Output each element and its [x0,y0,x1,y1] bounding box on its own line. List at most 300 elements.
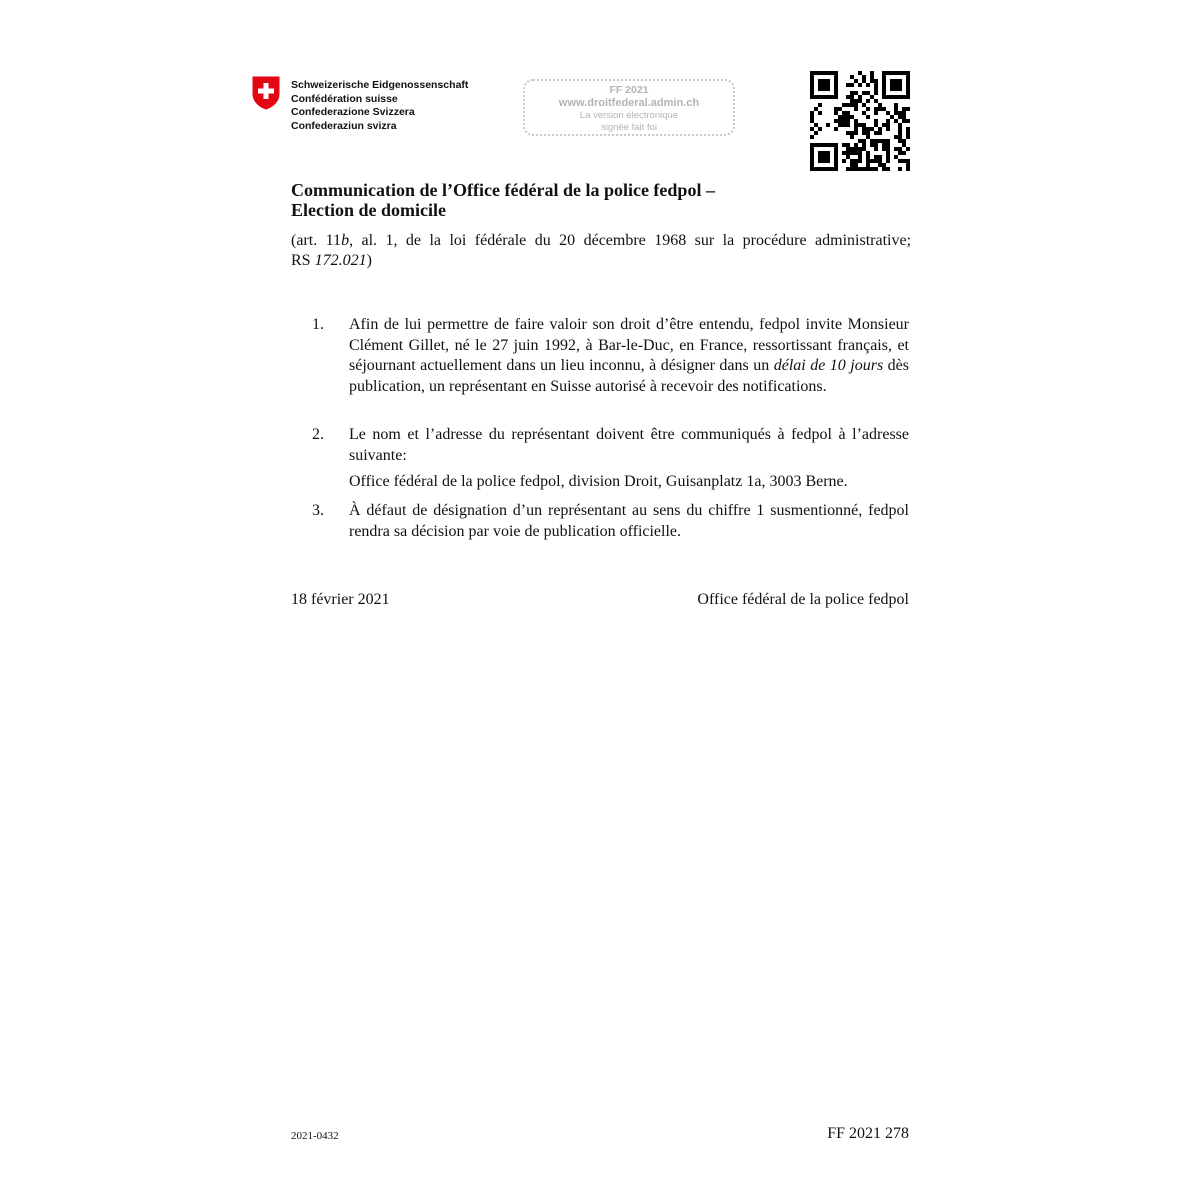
qr-module [898,139,902,143]
item-1-text-start: Afin de lui permettre de faire valoir son droit d’être entendu, fedpol invite Monsieur Clément Gillet, né le 27 juin 1992, à Bar-le-Duc, en France, ressortissant français, et séjournant actuellement dans un lieu inconnu, à désigner dans un [349,316,909,374]
confederation-name-de: Schweizerische Eidgenossenschaft [291,79,469,91]
qr-module [814,167,818,171]
qr-module [858,99,862,103]
qr-module [894,107,898,111]
qr-module [882,75,886,79]
qr-module [902,115,906,119]
qr-module [818,111,822,115]
qr-module [874,167,878,171]
qr-module [894,103,898,107]
qr-module [838,123,842,127]
qr-module [862,167,866,171]
qr-module [826,83,830,87]
qr-module [834,75,838,79]
qr-module [854,151,858,155]
qr-module [902,111,906,115]
qr-module [882,163,886,167]
stamp-website: www.droitfederal.admin.ch [558,97,700,109]
qr-module [906,163,910,167]
qr-module [818,159,822,163]
qr-module [854,99,858,103]
qr-module [882,139,886,143]
qr-module [846,151,850,155]
qr-module [858,139,862,143]
qr-module [834,95,838,99]
qr-module [866,151,870,155]
qr-module [882,95,886,99]
qr-module [858,159,862,163]
qr-module [842,151,846,155]
qr-module [858,147,862,151]
qr-module [858,155,862,159]
qr-module [862,79,866,83]
qr-module [810,79,814,83]
qr-module [822,87,826,91]
qr-module [874,79,878,83]
qr-module [810,115,814,119]
qr-module [854,119,858,123]
qr-module [846,103,850,107]
qr-module [834,83,838,87]
qr-module [870,71,874,75]
qr-module [906,79,910,83]
qr-module [866,167,870,171]
qr-module [858,151,862,155]
qr-module [818,71,822,75]
qr-module [906,75,910,79]
qr-module [854,163,858,167]
qr-module [886,119,890,123]
qr-module [866,91,870,95]
qr-module [814,71,818,75]
qr-module [898,87,902,91]
qr-module [810,167,814,171]
qr-module [902,107,906,111]
qr-module [898,147,902,151]
qr-module [874,139,878,143]
qr-module [866,99,870,103]
qr-module [818,155,822,159]
qr-module [842,103,846,107]
qr-module [834,111,838,115]
qr-module [882,107,886,111]
qr-module [810,151,814,155]
qr-module [818,127,822,131]
qr-module [834,127,838,131]
qr-module [854,131,858,135]
qr-module [818,103,822,107]
qr-module [850,75,854,79]
qr-module [810,111,814,115]
qr-module [834,79,838,83]
item-text-2: Le nom et l’adresse du représentant doivent être communiqués à fedpol à l’adresse suivante: [349,426,909,464]
qr-module [906,87,910,91]
qr-module [862,123,866,127]
qr-module [898,71,902,75]
qr-module [814,123,818,127]
qr-module [850,95,854,99]
qr-module [878,103,882,107]
page-title [291,180,911,220]
qr-module [834,87,838,91]
qr-module [834,147,838,151]
qr-module [826,167,830,171]
publication-date: 18 février 2021 [291,591,390,608]
qr-module [846,167,850,171]
qr-module [902,95,906,99]
qr-module [886,155,890,159]
item-1-text-end: dès publication, un représentant en Suisse autorisé à recevoir des notifications. [349,357,909,395]
title-line-1: Communication de l’Office fédéral de la police fedpol – [291,180,715,200]
swiss-cross-shield-icon [252,76,280,110]
signatory-office: Office fédéral de la police fedpol [697,591,909,608]
qr-module [822,95,826,99]
qr-module [838,119,842,123]
qr-module [898,127,902,131]
item-text-1 [349,315,909,397]
qr-module [810,155,814,159]
qr-module [854,91,858,95]
qr-module [834,167,838,171]
qr-module [878,139,882,143]
title-line-2: Election de domicile [291,200,446,220]
qr-module [858,71,862,75]
item-number-2: 2. [312,426,324,443]
qr-code-icon [810,71,910,171]
qr-module [874,87,878,91]
qr-module [898,83,902,87]
qr-module [854,123,858,127]
qr-module [814,107,818,111]
stamp-note-1: La version électronique [579,110,679,121]
qr-module [818,95,822,99]
qr-module [898,131,902,135]
qr-module [826,143,830,147]
confederation-name-rm: Confederaziun svizra [291,119,397,132]
qr-module [818,167,822,171]
qr-module [870,127,874,131]
qr-module [866,159,870,163]
qr-module [826,159,830,163]
qr-module [810,135,814,139]
qr-module [854,107,858,111]
qr-module [822,167,826,171]
qr-module [862,147,866,151]
qr-module [850,147,854,151]
qr-module [898,151,902,155]
confederation-names [291,79,468,133]
qr-module [906,71,910,75]
qr-module [894,79,898,83]
qr-module [822,159,826,163]
qr-module [906,127,910,131]
legal-basis-text: , al. 1, de la loi fédérale du 20 décembre 1968 sur la procédure administrative; [349,232,912,249]
qr-module [814,131,818,135]
qr-module [882,147,886,151]
qr-module [874,131,878,135]
qr-module [862,143,866,147]
qr-module [890,79,894,83]
qr-module [874,111,878,115]
qr-module [862,91,866,95]
qr-module [810,83,814,87]
qr-module [898,111,902,115]
qr-module [846,155,850,159]
qr-module [894,135,898,139]
item-1-deadline-emphasis: délai de 10 jours [773,357,884,374]
qr-module [874,147,878,151]
qr-module [834,143,838,147]
qr-module [890,83,894,87]
qr-module [826,123,830,127]
qr-module [826,95,830,99]
qr-module [846,123,850,127]
qr-module [878,107,882,111]
stamp-note-2: signée fait foi [601,121,657,133]
qr-module [882,143,886,147]
qr-module [886,167,890,171]
qr-module [858,167,862,171]
qr-module [882,71,886,75]
item-number-3: 3. [312,502,324,519]
qr-module [818,79,822,83]
qr-module [906,83,910,87]
qr-module [894,119,898,123]
qr-module [822,151,826,155]
qr-module [826,87,830,91]
qr-module [814,143,818,147]
qr-module [894,111,898,115]
qr-module [902,71,906,75]
qr-module [870,95,874,99]
confederation-name-it: Confederazione Svizzera [291,106,415,118]
qr-module [850,159,854,163]
qr-module [886,111,890,115]
qr-module [842,143,846,147]
qr-module [886,127,890,131]
qr-module [886,139,890,143]
qr-module [850,103,854,107]
qr-module [846,83,850,87]
qr-module [894,87,898,91]
legal-basis-article-letter: b [341,232,350,249]
qr-module [866,155,870,159]
qr-module [890,71,894,75]
qr-module [906,135,910,139]
qr-module [866,163,870,167]
qr-module [838,107,842,111]
qr-module [886,143,890,147]
qr-module [906,95,910,99]
qr-module [898,115,902,119]
qr-module [818,143,822,147]
qr-module [898,123,902,127]
qr-module [810,127,814,131]
qr-module [874,155,878,159]
qr-module [810,91,814,95]
stamp-ff-year: FF 2021 [609,84,649,96]
qr-module [826,79,830,83]
qr-module [838,115,842,119]
qr-module [874,143,878,147]
item-text-3: À défaut de désignation d’un représentant au sens du chiffre 1 susmentionné, fedpol rendra sa décision par voie de publication officielle. [349,502,909,540]
qr-module [898,159,902,163]
qr-module [830,143,834,147]
qr-module [874,159,878,163]
qr-module [834,159,838,163]
qr-module [854,147,858,151]
qr-module [850,91,854,95]
qr-module [906,107,910,111]
qr-module [874,99,878,103]
qr-module [902,143,906,147]
qr-module [830,71,834,75]
qr-module [866,107,870,111]
qr-module [906,131,910,135]
qr-module [822,71,826,75]
qr-module [850,131,854,135]
qr-module [834,91,838,95]
qr-module [842,115,846,119]
qr-module [846,143,850,147]
qr-module [846,95,850,99]
qr-module [894,95,898,99]
qr-module [906,167,910,171]
qr-module [886,123,890,127]
qr-module [902,119,906,123]
qr-module [874,107,878,111]
qr-module [890,95,894,99]
qr-module [842,119,846,123]
qr-module [854,103,858,107]
qr-module [886,159,890,163]
qr-module [882,87,886,91]
qr-module [882,167,886,171]
qr-module [846,115,850,119]
qr-module [834,71,838,75]
legal-basis [291,231,911,270]
qr-module [866,131,870,135]
qr-module [834,163,838,167]
qr-module [870,159,874,163]
qr-module [894,71,898,75]
qr-module [810,71,814,75]
qr-module [850,151,854,155]
qr-module [874,119,878,123]
qr-module [810,147,814,151]
qr-module [846,111,850,115]
qr-module [862,127,866,131]
qr-module [862,111,866,115]
qr-module [898,135,902,139]
legal-basis-rs-number: 172.021 [314,251,367,269]
qr-module [906,147,910,151]
qr-module [818,151,822,155]
qr-module [858,95,862,99]
qr-module [830,95,834,99]
qr-module [894,155,898,159]
qr-module [810,75,814,79]
qr-module [862,75,866,79]
qr-module [886,147,890,151]
qr-module [866,83,870,87]
qr-module [878,159,882,163]
qr-module [810,87,814,91]
qr-module [850,135,854,139]
ff-reference: FF 2021 278 [827,1125,909,1142]
qr-module [834,151,838,155]
qr-module [866,135,870,139]
qr-module [818,83,822,87]
qr-module [866,115,870,119]
qr-module [862,139,866,143]
qr-module [846,131,850,135]
qr-module [902,139,906,143]
qr-module [854,143,858,147]
qr-module [846,147,850,151]
qr-module [842,159,846,163]
qr-module [822,83,826,87]
qr-module [862,131,866,135]
qr-module [878,131,882,135]
qr-module [854,79,858,83]
qr-module [850,163,854,167]
legal-basis-rs-prefix: RS [291,251,315,269]
document-number: 2021-0432 [291,1130,339,1142]
legal-basis-open: (art. 11 [291,232,342,249]
qr-module [854,167,858,171]
qr-module [882,91,886,95]
qr-module [850,167,854,171]
qr-module [850,99,854,103]
qr-module [902,151,906,155]
qr-module [882,83,886,87]
qr-module [810,163,814,167]
qr-module [826,71,830,75]
qr-module [826,151,830,155]
qr-module [830,167,834,171]
qr-module [862,103,866,107]
qr-module [870,139,874,143]
qr-module [894,83,898,87]
qr-module [822,79,826,83]
legal-basis-close: ) [366,251,372,269]
qr-module [810,119,814,123]
qr-module [842,111,846,115]
qr-module [822,155,826,159]
qr-module [886,95,890,99]
qr-module [898,79,902,83]
qr-module [870,75,874,79]
qr-module [906,159,910,163]
qr-module [854,159,858,163]
item-number-1: 1. [312,316,324,333]
qr-module [870,167,874,171]
qr-module [874,123,878,127]
qr-module [874,91,878,95]
qr-module [850,83,854,87]
qr-module [826,155,830,159]
qr-module [882,79,886,83]
qr-module [818,87,822,91]
qr-module [898,167,902,171]
qr-module [822,143,826,147]
qr-module [858,123,862,127]
item-2-address: Office fédéral de la police fedpol, division Droit, Guisanplatz 1a, 3003 Berne. [349,473,848,490]
qr-module [842,123,846,127]
qr-module [890,87,894,91]
qr-module [870,79,874,83]
